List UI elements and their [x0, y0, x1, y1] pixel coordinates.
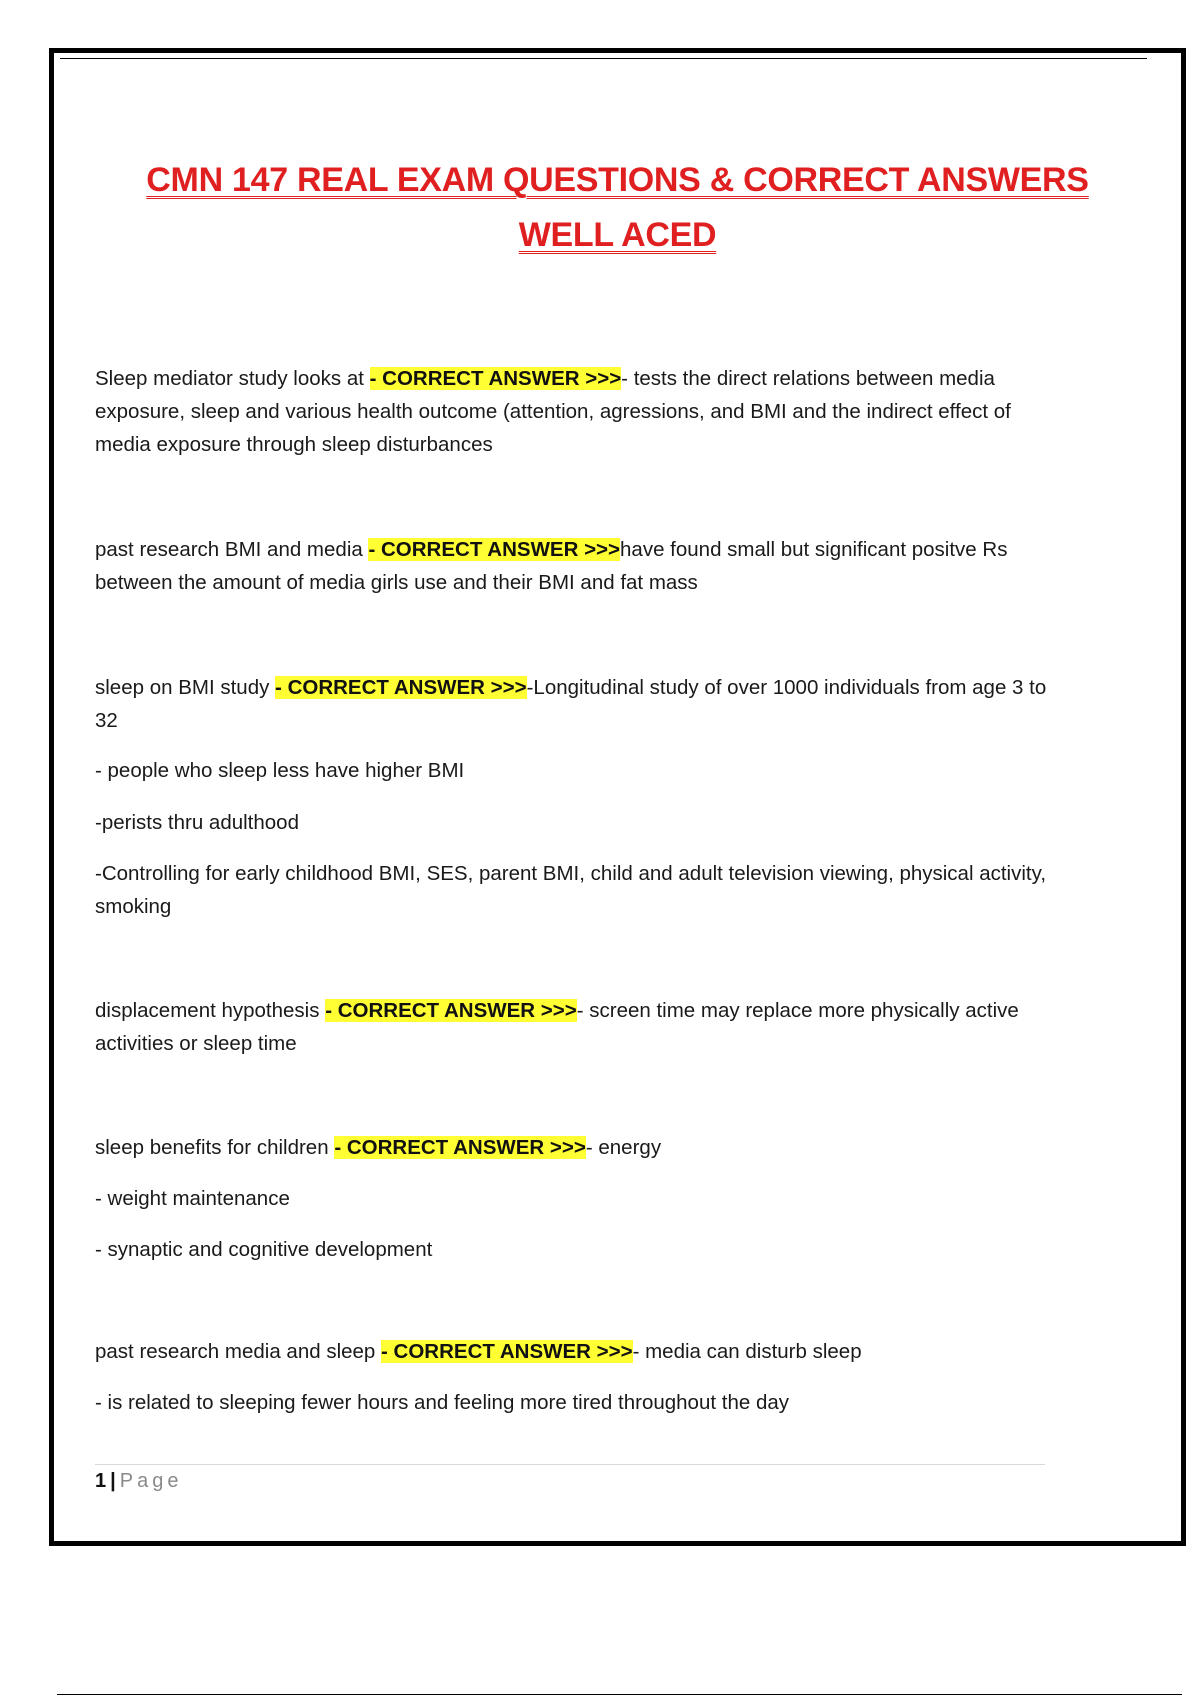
answer-text: - media can disturb sleep: [632, 1340, 862, 1363]
page-footer: [95, 1466, 182, 1496]
question-text: sleep on BMI study: [95, 676, 276, 699]
answer-text: - tests the direct relations between media exposure, sleep and various health outcome (attention, agressions, and BMI and the indirect effect of media exposure through sleep disturbances: [95, 367, 1011, 456]
top-rule: [60, 58, 1147, 59]
answer-detail-line: - weight maintenance: [95, 1187, 290, 1210]
answer-detail-line: - people who sleep less have higher BMI: [95, 759, 465, 782]
page-number: 1: [95, 1470, 107, 1492]
correct-answer-marker: - CORRECT ANSWER >>>: [275, 676, 527, 699]
answer-text: - energy: [585, 1136, 662, 1159]
page-frame: [49, 48, 1186, 1546]
question-text: past research BMI and media: [95, 538, 369, 561]
answer-text: -Longitudinal study of over 1000 individuals from age 3 to 32: [95, 676, 1047, 732]
correct-answer-marker: - CORRECT ANSWER >>>: [325, 999, 577, 1022]
correct-answer-marker: - CORRECT ANSWER >>>: [381, 1340, 633, 1363]
answer-detail-line: - synaptic and cognitive development: [95, 1238, 433, 1261]
title-line-1: CMN 147 REAL EXAM QUESTIONS & CORRECT ANSWERS: [146, 161, 1089, 199]
question-text: sleep benefits for children: [95, 1136, 335, 1159]
correct-answer-marker: - CORRECT ANSWER >>>: [368, 538, 621, 561]
qa-entry-4: [95, 994, 1055, 1060]
qa-entry-1: [95, 362, 1055, 461]
question-text: past research media and sleep: [95, 1340, 382, 1363]
qa-entry-6: [95, 1335, 1055, 1368]
answer-detail-line: - is related to sleeping fewer hours and feeling more tired throughout the day: [95, 1391, 789, 1414]
qa-entry-2: [95, 533, 1055, 599]
correct-answer-marker: - CORRECT ANSWER >>>: [334, 1136, 586, 1159]
title-line-2: WELL ACED: [518, 216, 717, 254]
qa-entry-5: [95, 1131, 1055, 1164]
page-label: Page: [119, 1470, 183, 1492]
question-text: Sleep mediator study looks at: [95, 367, 370, 390]
answer-text: - screen time may replace more physically active activities or sleep time: [95, 999, 1019, 1055]
bottom-rule: [57, 1694, 1182, 1695]
answer-text: have found small but significant positve Rs between the amount of media girls use and their BMI and fat mass: [95, 538, 1008, 594]
qa-entry-3: [95, 671, 1055, 737]
question-text: displacement hypothesis: [95, 999, 326, 1022]
footer-separator: |: [110, 1470, 116, 1492]
document-title: [54, 153, 1181, 263]
correct-answer-marker: - CORRECT ANSWER >>>: [369, 367, 622, 390]
answer-detail-line: -perists thru adulthood: [95, 811, 299, 834]
footer-rule: [95, 1464, 1045, 1465]
answer-detail-line: -Controlling for early childhood BMI, SES, parent BMI, child and adult television viewing, physical activity, smoking: [95, 862, 1047, 918]
